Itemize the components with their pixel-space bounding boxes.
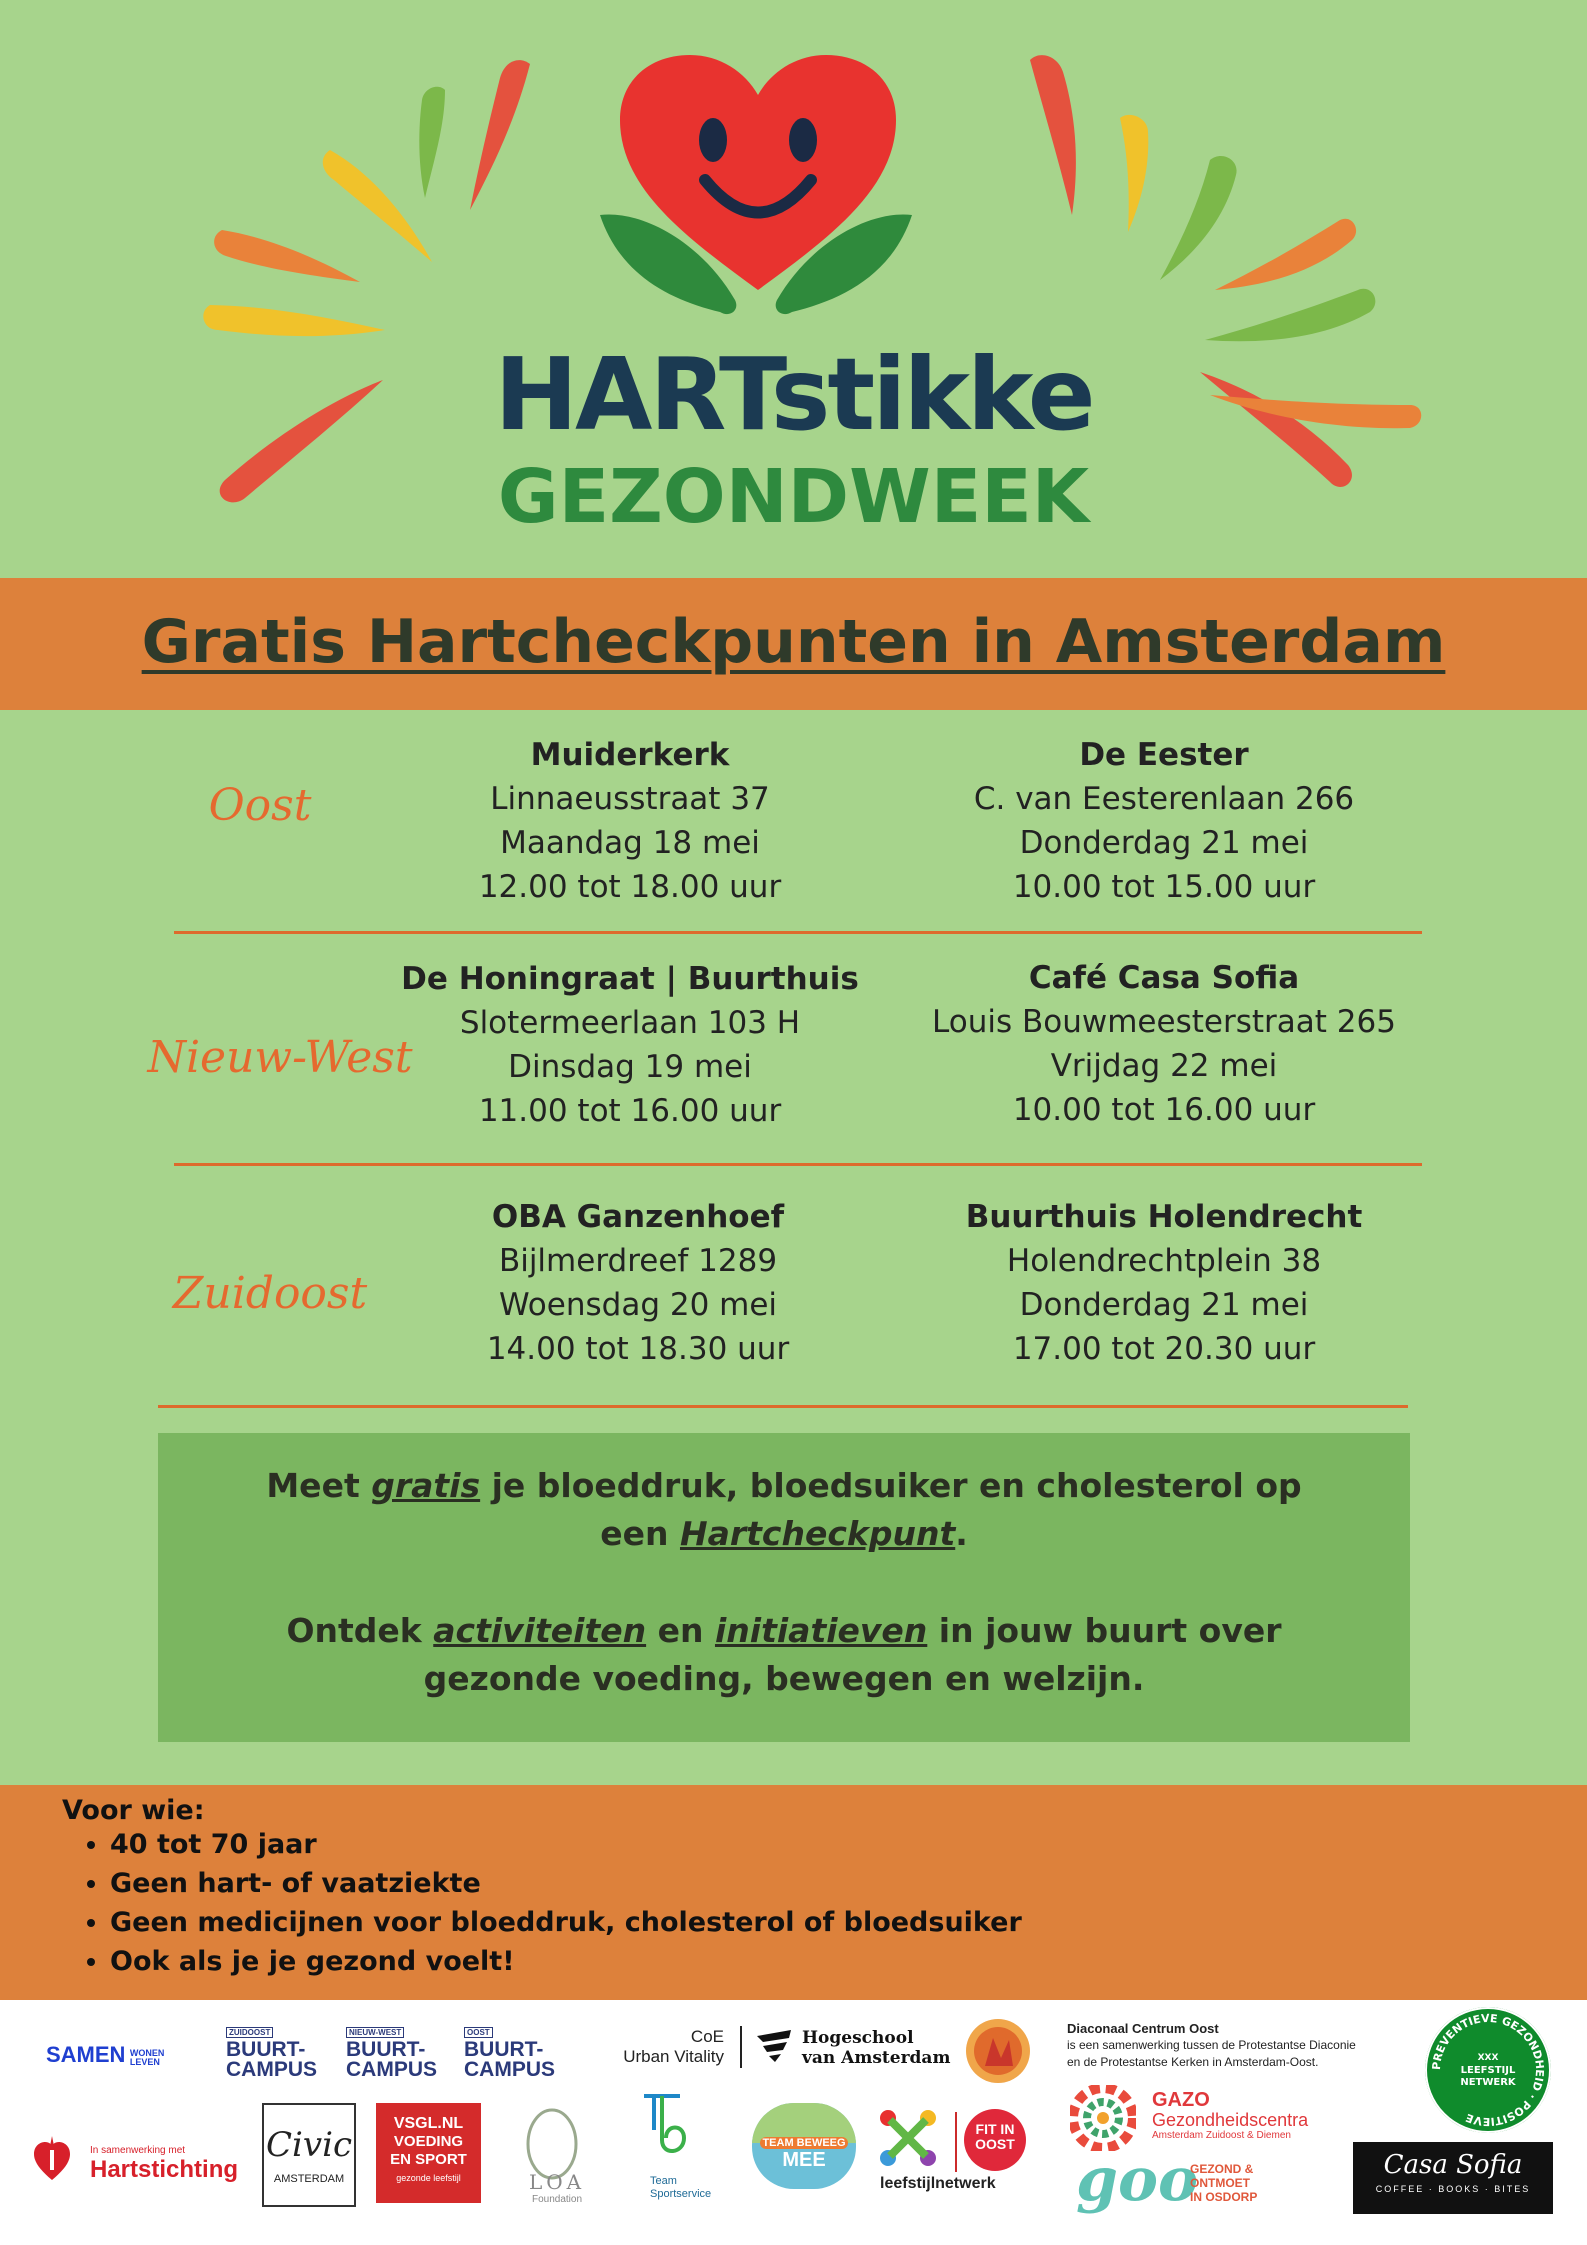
community-round-logo: [965, 2018, 1031, 2084]
logo-text: SAMEN: [46, 2042, 126, 2067]
hartstichting-icon: [32, 2136, 72, 2184]
location-day: Donderdag 21 mei: [1019, 1287, 1309, 1323]
logo-diaconaal-centrum-oost: [1067, 2020, 1356, 2071]
location-de-honingraat: [350, 957, 910, 1133]
logo-text: Casa Sofia: [1383, 2150, 1523, 2180]
location-day: Vrijdag 22 mei: [1050, 1048, 1278, 1084]
partner-logos: [0, 2000, 1587, 2245]
ray-right-5: [1205, 289, 1375, 341]
location-time: 17.00 tot 20.30 uur: [1012, 1331, 1316, 1367]
logo-text: VSGL.NL: [393, 2115, 464, 2132]
info-emphasis: gratis: [371, 1466, 481, 1505]
logo-text: MEE: [782, 2149, 826, 2171]
title-banner: [0, 578, 1587, 710]
team-sportservice-icon: [640, 2090, 690, 2170]
logo-text: Amsterdam Zuidoost & Diemen: [1152, 2130, 1291, 2141]
info-text: Meet: [266, 1466, 372, 1505]
logo-tag: OOST: [464, 2027, 493, 2038]
ray-left-2: [419, 87, 445, 198]
heart-eye-left: [699, 118, 727, 162]
logo-text: Urban Vitality: [623, 2047, 724, 2066]
logo-text: Civic: [265, 2125, 352, 2165]
list-item: • 40 tot 70 jaar: [110, 1825, 1022, 1864]
logo-hogeschool-van-amsterdam: [802, 2028, 950, 2068]
logo-tag: ZUIDOOST: [226, 2027, 273, 2038]
logo-separator: [740, 2026, 742, 2068]
logo-loa-foundation: [512, 2170, 602, 2205]
ray-right-1: [1030, 55, 1076, 215]
location-day: Dinsdag 19 mei: [508, 1049, 752, 1085]
logo-title-gezondweek: GEZONDWEEK: [497, 454, 1090, 540]
location-name: OBA Ganzenhoef: [491, 1199, 785, 1235]
info-paragraph-2: [158, 1607, 1410, 1703]
logo-gazo: [1152, 2090, 1308, 2142]
logo-text: CAMPUS: [346, 2058, 438, 2081]
logo-text: GEZOND &: [1190, 2162, 1254, 2176]
logo-text: WONEN: [129, 2047, 165, 2058]
info-emphasis: Hartcheckpunt: [679, 1514, 956, 1553]
location-address: Slotermeerlaan 103 H: [459, 1005, 801, 1041]
info-paragraph-1: [158, 1462, 1410, 1558]
logo-coe-urban-vitality: [608, 2027, 724, 2067]
logo-samen-wonen-leven: [46, 2042, 164, 2068]
logo-text: Team: [650, 2175, 677, 2187]
page-title: Gratis Hartcheckpunten in Amsterdam: [141, 607, 1446, 677]
logo-vsgl: [376, 2103, 481, 2203]
leefstijlnetwerk-icon: [878, 2108, 938, 2168]
logo-casa-sofia: [1353, 2142, 1553, 2214]
location-time: 14.00 tot 18.30 uur: [486, 1331, 790, 1367]
logo-text: LOA: [528, 2170, 586, 2194]
hartstikke-logo-graphic: [0, 0, 1587, 345]
location-address: C. van Eesterenlaan 266: [973, 781, 1355, 817]
info-text: een: [600, 1514, 680, 1553]
info-text: Ontdek: [286, 1611, 434, 1650]
location-address: Bijlmerdreef 1289: [498, 1243, 778, 1279]
divider-2: [174, 1163, 1422, 1166]
location-day: Woensdag 20 mei: [498, 1287, 778, 1323]
region-label-zuidoost: Zuidoost: [172, 1268, 368, 1319]
location-name: Café Casa Sofia: [1028, 960, 1300, 996]
location-day: Maandag 18 mei: [500, 825, 760, 861]
logo-text: LEVEN: [129, 2056, 160, 2067]
heart-eye-right: [789, 118, 817, 162]
location-name: De Eester: [1079, 737, 1249, 773]
badge-text: LEEFSTIJL: [1460, 2065, 1516, 2076]
logo-title: Diaconaal Centrum Oost: [1067, 2021, 1219, 2036]
location-cafe-casa-sofia: [884, 956, 1444, 1132]
logo-text: OOST: [975, 2136, 1015, 2152]
info-box: [158, 1433, 1410, 1742]
badge-ring-text: PREVENTIEVE GEZONDHEID · POSITIEVE: [1429, 2011, 1547, 2129]
logo-text: FIT IN: [975, 2121, 1015, 2137]
location-time: 11.00 tot 16.00 uur: [478, 1093, 782, 1129]
info-text: gezonde voeding, bewegen en welzijn.: [423, 1659, 1145, 1698]
logo-text: goo: [1076, 2145, 1198, 2215]
logo-separator: [955, 2112, 957, 2172]
location-oba-ganzenhoef: [358, 1195, 918, 1371]
location-name: De Honingraat | Buurthuis: [401, 961, 859, 997]
logo-text: gezonde leefstijl: [396, 2173, 461, 2183]
logo-buurtcampus-oost: [464, 2022, 555, 2080]
region-label-oost: Oost: [208, 780, 312, 831]
divider-1: [174, 931, 1422, 934]
ray-right-2: [1120, 115, 1148, 232]
logo-text: TEAM BEWEEG: [760, 2137, 848, 2149]
logo-text: AMSTERDAM: [273, 2173, 345, 2185]
location-day: Donderdag 21 mei: [1019, 825, 1309, 861]
logo-team-beweeg-mee: [752, 2103, 856, 2189]
location-address: Linnaeusstraat 37: [490, 781, 770, 817]
region-label-nieuw-west: Nieuw-West: [147, 1032, 413, 1083]
info-text: .: [955, 1514, 968, 1553]
list-item: • Ook als je je gezond voelt!: [110, 1942, 1022, 1981]
location-address: Holendrechtplein 38: [1006, 1243, 1322, 1279]
badge-text: XXX: [1477, 2053, 1499, 2063]
list-item: • Geen hart- of vaatziekte: [110, 1864, 1022, 1903]
logo-text: BUURT-: [226, 2038, 306, 2061]
logo-tag: NIEUW-WEST: [346, 2027, 404, 2038]
logo-buurtcampus-nieuw-west: [346, 2022, 437, 2080]
ray-left-1: [470, 60, 530, 210]
logo-text: Gezondheidscentra: [1152, 2110, 1309, 2130]
logo-text: CAMPUS: [464, 2058, 556, 2081]
logo-text: Foundation: [531, 2194, 583, 2205]
logo-team-sportservice: [650, 2175, 711, 2201]
divider-3: [158, 1405, 1408, 1408]
gazo-icon: [1070, 2085, 1136, 2151]
location-time: 10.00 tot 16.00 uur: [1012, 1092, 1316, 1128]
location-time: 10.00 tot 15.00 uur: [1012, 869, 1316, 905]
logo-text: EN SPORT: [390, 2151, 467, 2168]
ray-right-3: [1160, 156, 1237, 280]
logo-title-hartstikke: HARTstikke: [494, 336, 1093, 453]
logo-text: Sportservice: [650, 2188, 712, 2200]
info-text: in jouw buurt over: [927, 1611, 1282, 1650]
logo-text: Hogeschool: [802, 2028, 914, 2048]
audience-list: [62, 1825, 1022, 1981]
logo-text: GAZO: [1152, 2089, 1210, 2111]
logo-text: BUURT-: [346, 2038, 426, 2061]
logo-text: Hartstichting: [90, 2156, 239, 2183]
badge-text: NETWERK: [1460, 2077, 1516, 2088]
logo-text: IN OSDORP: [1190, 2190, 1258, 2204]
info-text: je bloeddruk, bloedsuiker en cholesterol op: [480, 1466, 1302, 1505]
logo-leefstijlnetwerk: [880, 2175, 996, 2193]
logo-text: COFFEE · BOOKS · BITES: [1375, 2184, 1531, 2194]
audience-heading: Voor wie:: [62, 1795, 205, 1826]
logo-fit-in-oost: [963, 2122, 1027, 2152]
location-address: Louis Bouwmeesterstraat 265: [932, 1004, 1396, 1040]
logo-text: en de Protestantse Kerken in Amsterdam-Oost.: [1067, 2055, 1319, 2069]
hva-icon: [755, 2028, 793, 2064]
logo-text: BUURT-: [464, 2038, 544, 2061]
info-emphasis: initiatieven: [714, 1611, 928, 1650]
logo-text: van Amsterdam: [802, 2048, 951, 2068]
logo-text: VOEDING: [393, 2133, 464, 2150]
logo-text: leefstijlnetwerk: [880, 2175, 996, 2192]
logo-text: ONTMOET: [1190, 2176, 1250, 2190]
location-de-eester: [884, 733, 1444, 909]
logo-civic-amsterdam: [262, 2103, 356, 2207]
info-emphasis: activiteiten: [433, 1611, 647, 1650]
ray-left-4: [214, 230, 360, 282]
logo-text: CAMPUS: [226, 2058, 318, 2081]
logo-text: In samenwerking met: [90, 2145, 186, 2156]
logo-gezond-ontmoet-osdorp: [1190, 2162, 1257, 2204]
logo-hartstichting: [90, 2145, 238, 2184]
ray-right-4: [1215, 219, 1356, 290]
ray-left-3: [323, 150, 432, 262]
location-name: Muiderkerk: [530, 737, 730, 773]
location-buurthuis-holendrecht: [884, 1195, 1444, 1371]
logo-buurtcampus-zuidoost: [226, 2022, 317, 2080]
location-muiderkerk: [350, 733, 910, 909]
preventieve-gezondheid-badge: [1423, 2005, 1553, 2135]
location-time: 12.00 tot 18.00 uur: [478, 869, 782, 905]
logo-goo: [1076, 2145, 1198, 2215]
location-name: Buurthuis Holendrecht: [965, 1199, 1363, 1235]
header: [0, 0, 1587, 578]
info-text: en: [646, 1611, 715, 1650]
list-item: • Geen medicijnen voor bloeddruk, cholesterol of bloedsuiker: [110, 1903, 1022, 1942]
audience-section: [0, 1785, 1587, 2000]
ray-left-5: [203, 305, 385, 336]
logo-text: CoE: [690, 2027, 724, 2046]
logo-text: is een samenwerking tussen de Protestantse Diaconie: [1067, 2038, 1356, 2052]
